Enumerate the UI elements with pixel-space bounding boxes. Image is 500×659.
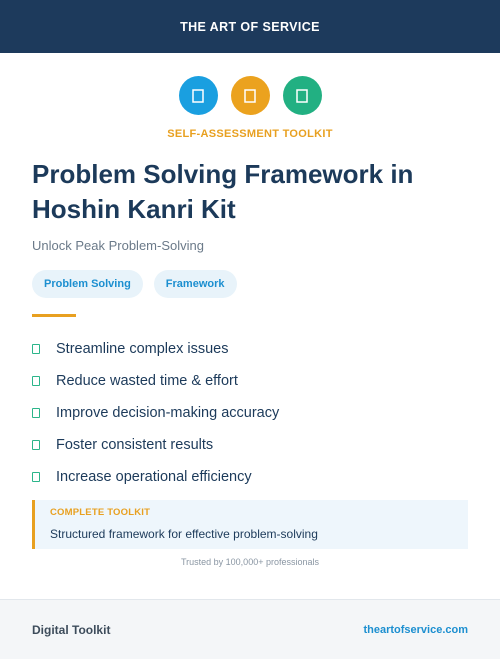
benefit-text: Improve decision-making accuracy (56, 405, 280, 421)
check-icon (32, 344, 40, 354)
brand-header (0, 0, 500, 53)
benefit-text: Reduce wasted time & effort (56, 373, 238, 389)
benefit-list (32, 333, 279, 493)
footer-label: Digital Toolkit (32, 622, 111, 637)
check-icon (32, 472, 40, 482)
toolkit-kicker: SELF-ASSESSMENT TOOLKIT (167, 128, 333, 140)
check-icon (32, 440, 40, 450)
document-icon (231, 76, 270, 115)
website-link[interactable]: theartofservice.com (363, 623, 468, 636)
benefit-item (32, 461, 279, 493)
benefit-item (32, 397, 279, 429)
toolkit-callout (32, 500, 468, 549)
benefit-item (32, 333, 279, 365)
icon-row (0, 76, 500, 115)
page-subtitle: Unlock Peak Problem-Solving (32, 238, 204, 253)
benefit-item (32, 429, 279, 461)
tag-framework[interactable]: Framework (154, 270, 237, 298)
check-icon (32, 408, 40, 418)
page-title: Problem Solving Framework in Hoshin Kanri Kit (32, 159, 414, 224)
callout-label: COMPLETE TOOLKIT (50, 507, 151, 518)
benefit-text: Increase operational efficiency (56, 469, 252, 485)
brand-name: THE ART OF SERVICE (180, 19, 320, 34)
info-icon (179, 76, 218, 115)
benefit-item (32, 365, 279, 397)
trust-note: Trusted by 100,000+ professionals (180, 557, 319, 567)
checklist-icon (283, 76, 322, 115)
benefit-text: Streamline complex issues (56, 341, 229, 357)
page-footer (0, 599, 500, 659)
callout-text: Structured framework for effective problem-solving (50, 527, 318, 541)
accent-divider (32, 314, 76, 317)
benefit-text: Foster consistent results (56, 437, 214, 453)
tag-list (32, 270, 237, 298)
check-icon (32, 376, 40, 386)
tag-problem-solving[interactable]: Problem Solving (32, 270, 143, 298)
